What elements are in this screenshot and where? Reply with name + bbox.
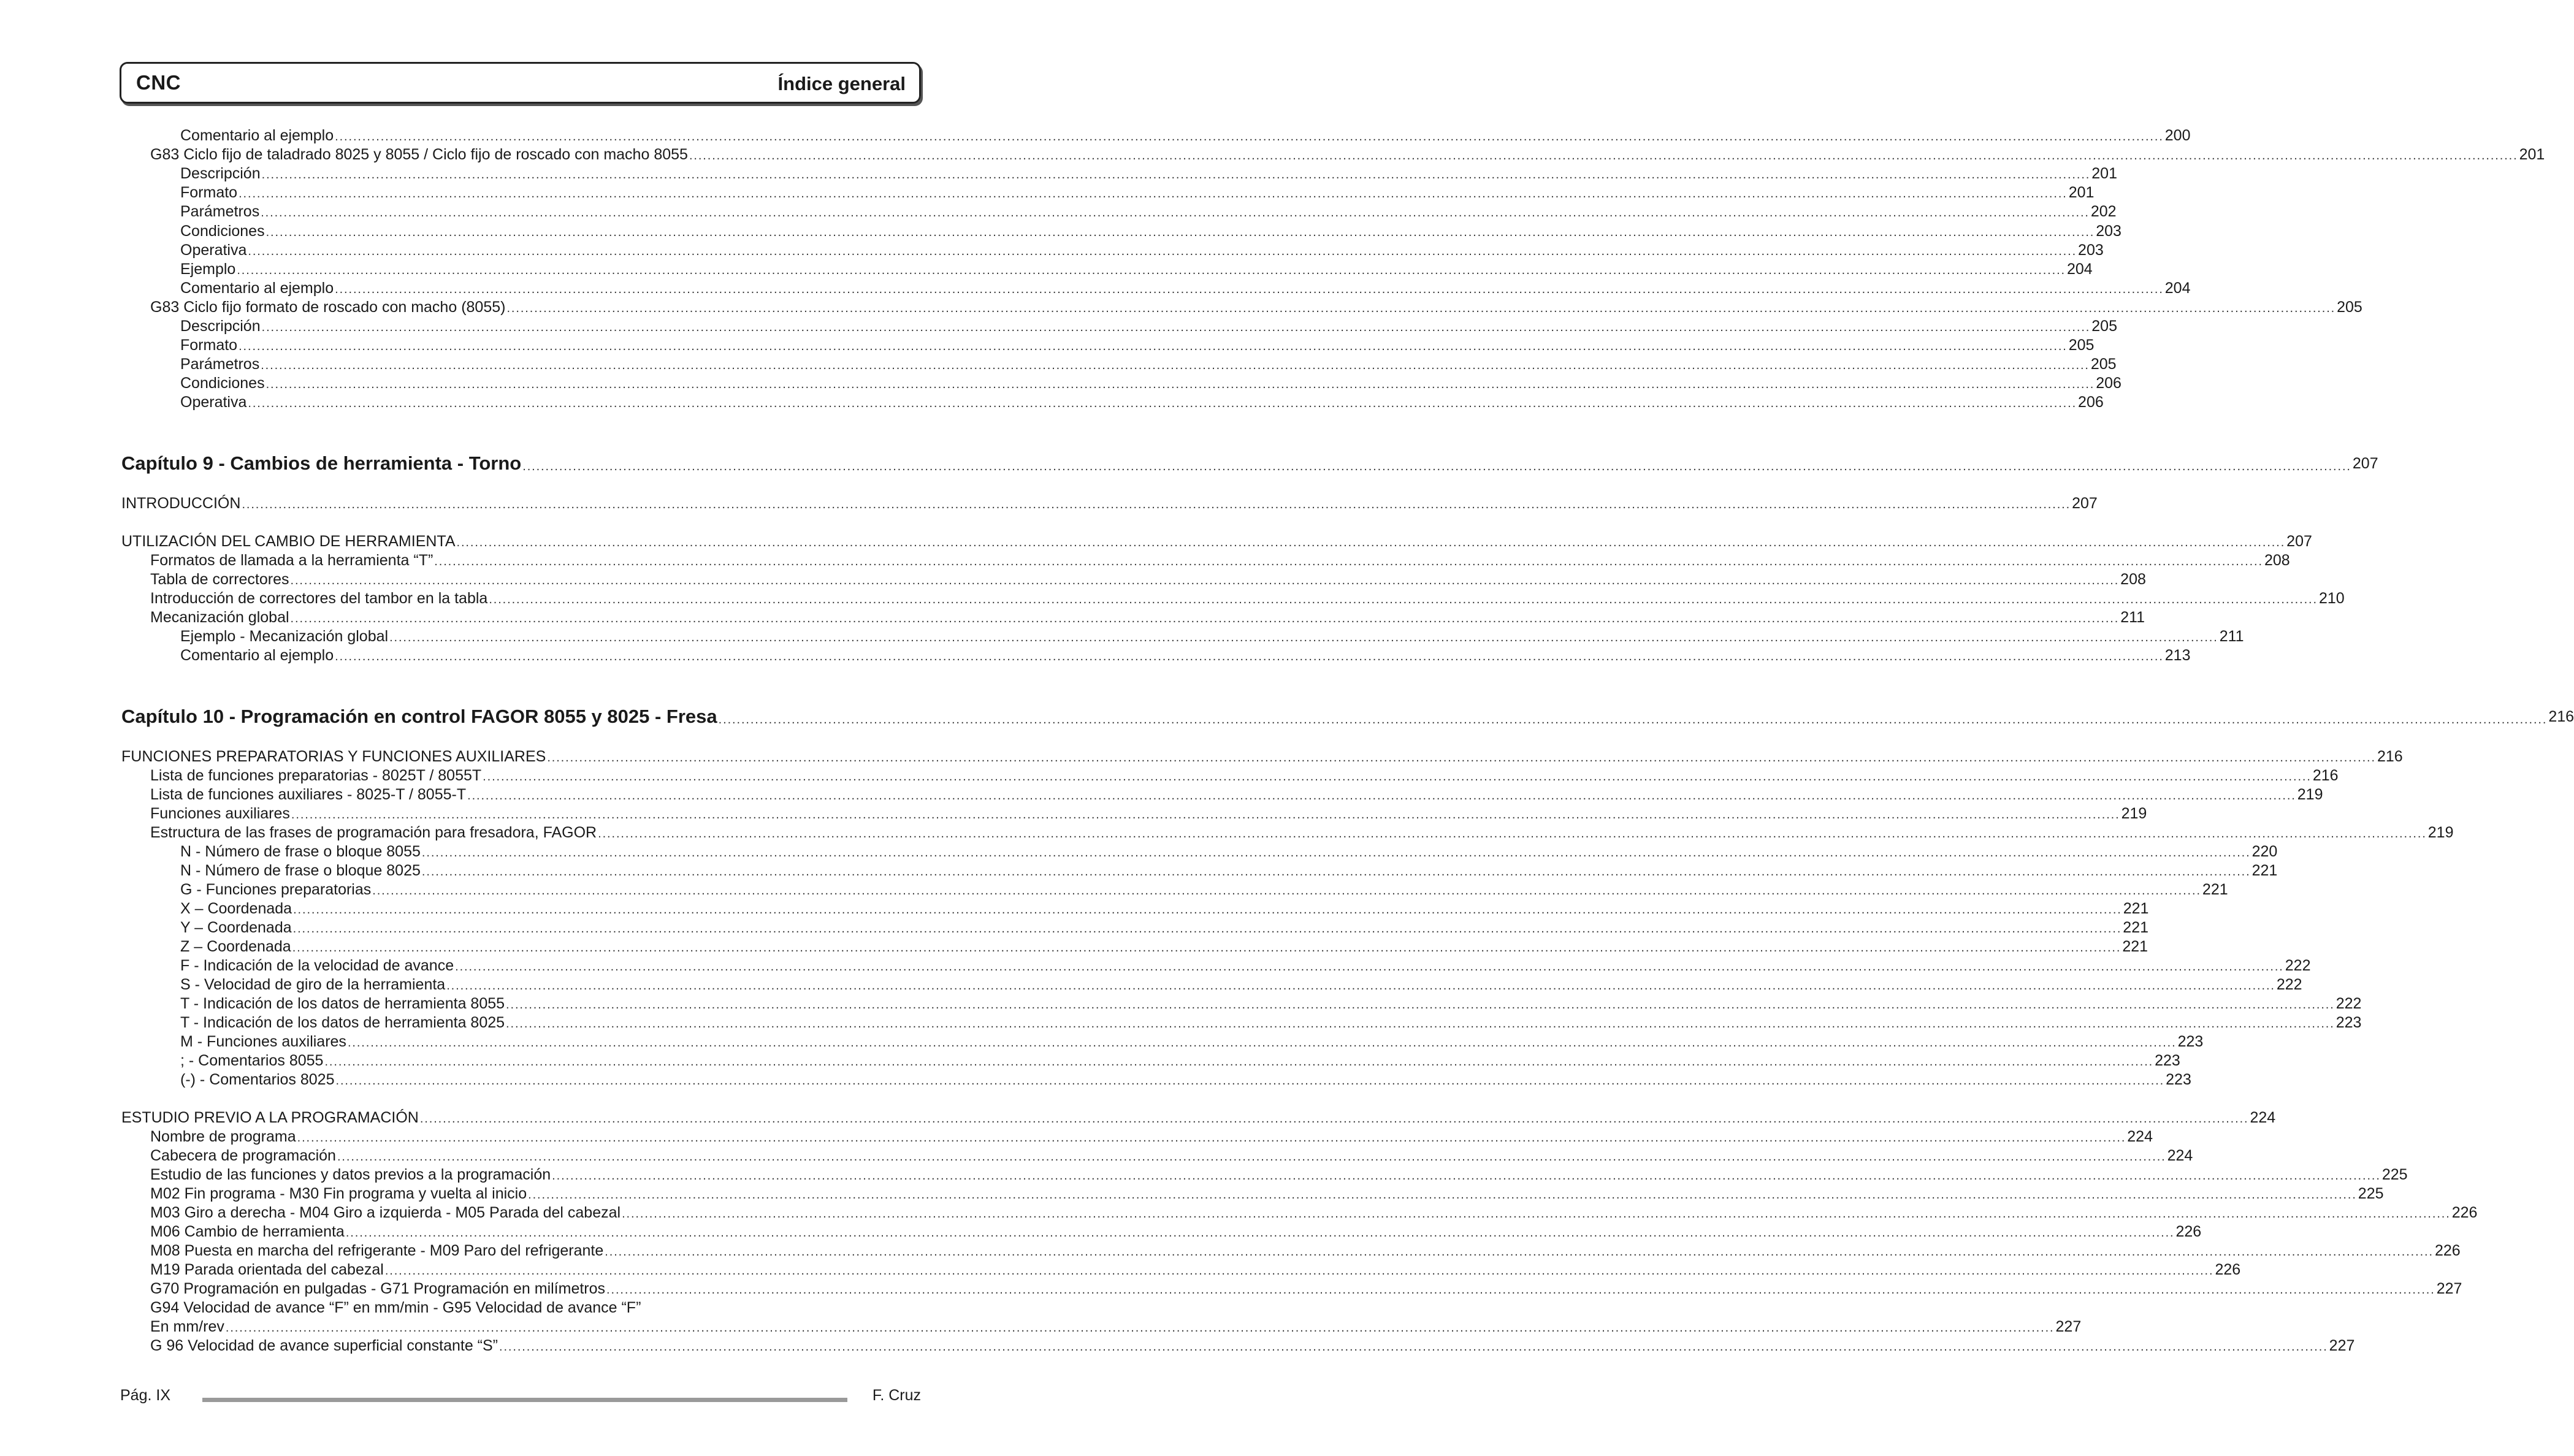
toc-page-number: 223	[2166, 1071, 2191, 1088]
toc-page-number: 219	[2427, 824, 2454, 841]
toc-dot-leader: ................................................................................................................................................................................................................................................................................................................................................................................................................	[337, 1150, 2166, 1164]
toc-page-number: 201	[2091, 165, 2117, 182]
toc-entry-text: Y – Coordenada	[180, 919, 292, 936]
toc-page-number: 206	[2078, 394, 2104, 411]
toc-dot-leader: ................................................................................................................................................................................................................................................................................................................................................................................................................	[292, 941, 2121, 955]
toc-entry	[180, 1070, 2191, 1089]
toc-chapter-entry	[121, 706, 2574, 728]
toc-entry	[180, 842, 2278, 861]
toc-entry	[150, 1260, 2241, 1279]
toc-entry-text: Z – Coordenada	[180, 938, 291, 955]
toc-entry-text: Tabla de correctores	[150, 571, 289, 588]
toc-page-number: 205	[2090, 356, 2117, 373]
footer-author: F. Cruz	[872, 1387, 921, 1404]
toc-entry	[150, 1203, 2478, 1222]
toc-entry	[180, 880, 2228, 899]
toc-dot-leader: ................................................................................................................................................................................................................................................................................................................................................................................................................	[265, 226, 2095, 239]
toc-entry-text: Ejemplo	[180, 261, 236, 278]
header-title-right: Índice general	[777, 73, 906, 94]
toc-dot-leader: ................................................................................................................................................................................................................................................................................................................................................................................................................	[261, 206, 2090, 219]
toc-dot-leader: ................................................................................................................................................................................................................................................................................................................................................................................................................	[347, 1036, 2177, 1050]
toc-page-number: 201	[2068, 184, 2095, 201]
toc-entry-text: S - Velocidad de giro de la herramienta	[180, 976, 446, 993]
toc-dot-leader: ................................................................................................................................................................................................................................................................................................................................................................................................................	[293, 903, 2122, 917]
toc-page-number: 227	[2055, 1318, 2082, 1335]
toc-dot-leader: ................................................................................................................................................................................................................................................................................................................................................................................................................	[242, 498, 2071, 511]
toc-entry-text: (-) - Comentarios 8025	[180, 1071, 335, 1088]
toc-page-number: 208	[2264, 552, 2290, 569]
toc-page-number: 203	[2096, 223, 2121, 240]
toc-page-number: 223	[2177, 1033, 2204, 1050]
toc-dot-leader: ................................................................................................................................................................................................................................................................................................................................................................................................................	[261, 321, 2091, 334]
toc-dot-leader: ................................................................................................................................................................................................................................................................................................................................................................................................................	[499, 1340, 2328, 1354]
toc-dot-leader: ................................................................................................................................................................................................................................................................................................................................................................................................................	[297, 1131, 2126, 1145]
toc-entry	[150, 766, 2339, 785]
toc-dot-leader: ................................................................................................................................................................................................................................................................................................................................................................................................................	[324, 1055, 2154, 1069]
toc-entry	[150, 608, 2145, 627]
footer-rule	[202, 1398, 847, 1402]
toc-dot-leader: ................................................................................................................................................................................................................................................................................................................................................................................................................	[552, 1169, 2381, 1183]
toc-entry-text: En mm/rev	[150, 1318, 224, 1335]
toc-page-number: 211	[2120, 609, 2145, 626]
toc-entry	[180, 1051, 2180, 1070]
toc-dot-leader: ................................................................................................................................................................................................................................................................................................................................................................................................................	[446, 979, 2275, 993]
toc-entry	[150, 1165, 2408, 1184]
toc-dot-leader: ................................................................................................................................................................................................................................................................................................................................................................................................................	[261, 359, 2090, 372]
toc-dot-leader: ................................................................................................................................................................................................................................................................................................................................................................................................................	[483, 770, 2312, 783]
toc-dot-leader: ................................................................................................................................................................................................................................................................................................................................................................................................................	[290, 612, 2120, 625]
toc-entry-text: Operativa	[180, 394, 247, 411]
toc-entry-text: Cabecera de programación	[150, 1147, 336, 1164]
toc-entry	[180, 937, 2148, 956]
toc-page-number: 200	[2164, 127, 2191, 144]
toc-entry-text: Estudio de las funciones y datos previos a la programación	[150, 1166, 551, 1183]
toc-entry-text: M06 Cambio de herramienta	[150, 1223, 345, 1240]
toc-page-number: 216	[2548, 708, 2574, 725]
toc-dot-leader: ................................................................................................................................................................................................................................................................................................................................................................................................................	[522, 460, 2351, 473]
toc-entry	[180, 355, 2117, 373]
toc-entry	[180, 164, 2117, 183]
toc-dot-leader: ................................................................................................................................................................................................................................................................................................................................................................................................................	[261, 168, 2091, 181]
toc-page-number: 201	[2519, 146, 2545, 163]
toc-entry	[150, 1317, 2082, 1336]
toc-page-number: 225	[2358, 1185, 2384, 1202]
toc-entry	[180, 975, 2302, 994]
toc-dot-leader: ................................................................................................................................................................................................................................................................................................................................................................................................................	[434, 555, 2263, 568]
toc-entry-text: Lista de funciones auxiliares - 8025-T / 8055-T	[150, 786, 467, 803]
toc-dot-leader: ................................................................................................................................................................................................................................................................................................................................................................................................................	[506, 1017, 2335, 1031]
toc-entry	[150, 1336, 2355, 1355]
toc-page-number: 226	[2451, 1204, 2478, 1221]
toc-page-number: 226	[2215, 1261, 2241, 1278]
toc-entry	[180, 627, 2244, 646]
toc-page-number: 223	[2155, 1052, 2180, 1069]
toc-dot-leader: ................................................................................................................................................................................................................................................................................................................................................................................................................	[389, 631, 2218, 644]
toc-page-number: 224	[2250, 1109, 2276, 1126]
footer-page-number: Pág. IX	[120, 1387, 170, 1404]
toc-page-number: 227	[2329, 1337, 2355, 1354]
toc-entry	[180, 861, 2278, 880]
toc-entry-text: Lista de funciones preparatorias - 8025T / 8055T	[150, 767, 482, 784]
toc-entry	[150, 1279, 2462, 1298]
toc-entry	[180, 899, 2149, 918]
toc-entry	[121, 532, 2312, 551]
toc-dot-leader: ................................................................................................................................................................................................................................................................................................................................................................................................................	[384, 1264, 2214, 1278]
toc-page-number: 225	[2381, 1166, 2408, 1183]
toc-dot-leader: ................................................................................................................................................................................................................................................................................................................................................................................................................	[335, 283, 2164, 296]
toc-dot-leader: ................................................................................................................................................................................................................................................................................................................................................................................................................	[292, 922, 2122, 936]
toc-entry	[180, 183, 2095, 202]
toc-entry	[180, 393, 2104, 411]
toc-entry-text: ESTUDIO PREVIO A LA PROGRAMACIÓN	[121, 1109, 419, 1126]
toc-entry-text: F - Indicación de la velocidad de avance	[180, 957, 454, 974]
toc-page-number: 221	[2251, 862, 2278, 879]
toc-page-number: 205	[2337, 299, 2362, 316]
toc-entry-text: Ejemplo - Mecanización global	[180, 628, 389, 645]
toc-entry	[180, 1013, 2362, 1032]
toc-entry	[180, 317, 2117, 335]
toc-entry-text: G - Funciones preparatorias	[180, 881, 372, 898]
toc-chapter-entry	[121, 452, 2378, 475]
toc-entry	[180, 260, 2093, 278]
toc-page-number: 208	[2120, 571, 2146, 588]
toc-entry-text: T - Indicación de los datos de herramienta 8025	[180, 1014, 505, 1031]
toc-page-number: 220	[2251, 843, 2278, 860]
toc-dot-leader: ................................................................................................................................................................................................................................................................................................................................................................................................................	[248, 245, 2077, 258]
toc-entry	[180, 202, 2117, 221]
toc-entry-text: Condiciones	[180, 375, 265, 392]
toc-entry-text: Estructura de las frases de programación para fresadora, FAGOR	[150, 824, 597, 841]
toc-dot-leader: ................................................................................................................................................................................................................................................................................................................................................................................................................	[335, 1074, 2165, 1088]
toc-entry-text: Comentario al ejemplo	[180, 127, 334, 144]
toc-entry	[180, 241, 2104, 259]
toc-entry-text: Condiciones	[180, 223, 265, 240]
toc-page-number: 206	[2096, 375, 2121, 392]
toc-page-number: 221	[2202, 881, 2228, 898]
toc-dot-leader: ................................................................................................................................................................................................................................................................................................................................................................................................................	[506, 302, 2336, 315]
toc-entry	[150, 145, 2545, 164]
toc-entry-text: M08 Puesta en marcha del refrigerante - M09 Paro del refrigerante	[150, 1242, 604, 1259]
toc-dot-leader: ................................................................................................................................................................................................................................................................................................................................................................................................................	[345, 1226, 2175, 1240]
toc-page-number: 226	[2434, 1242, 2461, 1259]
toc-page-number: 216	[2377, 748, 2403, 765]
toc-page-number: 223	[2335, 1014, 2362, 1031]
toc-entry-text: FUNCIONES PREPARATORIAS Y FUNCIONES AUXILIARES	[121, 748, 546, 765]
toc-entry-text: Descripción	[180, 165, 261, 182]
toc-entry	[121, 494, 2098, 513]
toc-page-number: 207	[2352, 455, 2378, 472]
toc-entry-text: Formatos de llamada a la herramienta “T”	[150, 552, 433, 569]
toc-entry-text: Descripción	[180, 318, 261, 335]
toc-dot-leader: ................................................................................................................................................................................................................................................................................................................................................................................................................	[372, 884, 2201, 898]
toc-entry	[180, 646, 2191, 665]
toc-page-number: 221	[2122, 938, 2148, 955]
toc-page-number: 211	[2219, 628, 2244, 645]
toc-page-number: 216	[2312, 767, 2339, 784]
toc-dot-leader: ................................................................................................................................................................................................................................................................................................................................................................................................................	[225, 1321, 2055, 1335]
toc-entry	[150, 785, 2323, 804]
toc-entry-text: T - Indicación de los datos de herramienta 8055	[180, 995, 505, 1012]
toc-entry	[180, 1032, 2204, 1051]
toc-entry	[150, 804, 2147, 823]
toc-entry-text: Operativa	[180, 242, 247, 259]
toc-dot-leader: ................................................................................................................................................................................................................................................................................................................................................................................................................	[335, 130, 2164, 143]
toc-entry-text: UTILIZACIÓN DEL CAMBIO DE HERRAMIENTA	[121, 533, 456, 550]
toc-page-number: 207	[2286, 533, 2312, 550]
toc-page-number: 204	[2164, 280, 2191, 297]
toc-entry-text: M02 Fin programa - M30 Fin programa y vuelta al inicio	[150, 1185, 527, 1202]
toc-page-number: 210	[2318, 590, 2345, 607]
toc-entry-text: Parámetros	[180, 203, 260, 220]
toc-line-continued	[150, 1298, 641, 1317]
toc-page-number: 205	[2068, 337, 2095, 354]
toc-dot-leader: ................................................................................................................................................................................................................................................................................................................................................................................................................	[291, 808, 2120, 821]
toc-entry-text: M03 Giro a derecha - M04 Giro a izquierda - M05 Parada del cabezal	[150, 1204, 621, 1221]
toc-entry-text: Formato	[180, 184, 238, 201]
toc-dot-leader: ................................................................................................................................................................................................................................................................................................................................................................................................................	[421, 865, 2251, 879]
toc-dot-leader: ................................................................................................................................................................................................................................................................................................................................................................................................................	[606, 1283, 2435, 1297]
toc-entry	[180, 994, 2362, 1013]
toc-entry	[150, 823, 2454, 842]
toc-page-number: 219	[2297, 786, 2323, 803]
toc-dot-leader: ................................................................................................................................................................................................................................................................................................................................................................................................................	[456, 536, 2286, 549]
toc-chapter-title: Capítulo 9 - Cambios de herramienta - Torno	[121, 452, 522, 474]
toc-dot-leader: ................................................................................................................................................................................................................................................................................................................................................................................................................	[421, 846, 2251, 859]
toc-entry-text: Comentario al ejemplo	[180, 280, 334, 297]
toc-entry	[180, 918, 2149, 937]
toc-page-number: 222	[2335, 995, 2362, 1012]
toc-entry	[150, 1184, 2384, 1203]
toc-dot-leader: ................................................................................................................................................................................................................................................................................................................................................................................................................	[290, 574, 2120, 587]
toc-page-number: 221	[2123, 919, 2149, 936]
toc-entry-text: ; - Comentarios 8055	[180, 1052, 324, 1069]
toc-dot-leader: ................................................................................................................................................................................................................................................................................................................................................................................................................	[489, 593, 2318, 606]
toc-page-number: 221	[2123, 900, 2149, 917]
toc-entry-text: G94 Velocidad de avance “F” en mm/min - G95 Velocidad de avance “F”	[150, 1299, 641, 1316]
toc-page-number: 226	[2175, 1223, 2202, 1240]
toc-entry-text: G 96 Velocidad de avance superficial constante “S”	[150, 1337, 498, 1354]
toc-entry-text: Formato	[180, 337, 238, 354]
toc-entry	[180, 956, 2311, 975]
toc-page-number: 204	[2066, 261, 2093, 278]
toc-page-number: 202	[2090, 203, 2117, 220]
toc-entry-text: Nombre de programa	[150, 1128, 296, 1145]
toc-entry-text: M - Funciones auxiliares	[180, 1033, 346, 1050]
toc-chapter-title: Capítulo 10 - Programación en control FAGOR 8055 y 8025 - Fresa	[121, 706, 717, 727]
toc-entry-text: G70 Programación en pulgadas - G71 Programación en milímetros	[150, 1280, 606, 1297]
toc-entry-text: Introducción de correctores del tambor en la tabla	[150, 590, 488, 607]
toc-page-number: 222	[2285, 957, 2311, 974]
toc-dot-leader: ................................................................................................................................................................................................................................................................................................................................................................................................................	[528, 1188, 2357, 1202]
header-title-left: CNC	[136, 71, 181, 94]
toc-page-number: 227	[2436, 1280, 2462, 1297]
toc-page-number: 207	[2072, 495, 2098, 512]
toc-entry-text: N - Número de frase o bloque 8055	[180, 843, 421, 860]
toc-dot-leader: ................................................................................................................................................................................................................................................................................................................................................................................................................	[689, 149, 2518, 162]
toc-entry	[150, 1127, 2153, 1146]
toc-dot-leader: ................................................................................................................................................................................................................................................................................................................................................................................................................	[598, 827, 2427, 840]
toc-dot-leader: ................................................................................................................................................................................................................................................................................................................................................................................................................	[248, 397, 2077, 410]
toc-dot-leader: ................................................................................................................................................................................................................................................................................................................................................................................................................	[718, 713, 2548, 726]
toc-dot-leader: ................................................................................................................................................................................................................................................................................................................................................................................................................	[622, 1207, 2451, 1221]
toc-entry	[121, 1108, 2276, 1127]
toc-page-number: 203	[2078, 242, 2104, 259]
toc-dot-leader: ................................................................................................................................................................................................................................................................................................................................................................................................................	[237, 264, 2066, 277]
toc-page-number: 219	[2121, 805, 2147, 822]
toc-dot-leader: ................................................................................................................................................................................................................................................................................................................................................................................................................	[335, 650, 2164, 663]
toc-entry	[121, 747, 2403, 766]
toc-entry-text: N - Número de frase o bloque 8025	[180, 862, 421, 879]
toc-entry	[180, 126, 2191, 145]
toc-entry-text: Funciones auxiliares	[150, 805, 290, 822]
toc-entry	[150, 589, 2345, 608]
toc-entry-text: Comentario al ejemplo	[180, 647, 334, 664]
toc-entry	[180, 336, 2095, 354]
toc-entry-text: Parámetros	[180, 356, 260, 373]
toc-page-number: 205	[2091, 318, 2117, 335]
toc-dot-leader: ................................................................................................................................................................................................................................................................................................................................................................................................................	[265, 378, 2095, 391]
toc-entry	[150, 570, 2146, 589]
toc-dot-leader: ................................................................................................................................................................................................................................................................................................................................................................................................................	[547, 751, 2376, 764]
toc-entry	[180, 279, 2191, 297]
toc-dot-leader: ................................................................................................................................................................................................................................................................................................................................................................................................................	[455, 960, 2284, 974]
toc-dot-leader: ................................................................................................................................................................................................................................................................................................................................................................................................................	[605, 1245, 2434, 1259]
toc-page-number: 224	[2127, 1128, 2153, 1145]
toc-entry-text: M19 Parada orientada del cabezal	[150, 1261, 384, 1278]
toc-page-number: 222	[2276, 976, 2302, 993]
toc-dot-leader: ................................................................................................................................................................................................................................................................................................................................................................................................................	[239, 187, 2068, 200]
toc-page-number: 213	[2164, 647, 2191, 664]
toc-entry	[180, 374, 2121, 392]
toc-dot-leader: ................................................................................................................................................................................................................................................................................................................................................................................................................	[239, 340, 2068, 353]
toc-page-number: 224	[2167, 1147, 2193, 1164]
toc-entry	[150, 1222, 2202, 1241]
toc-entry-text: G83 Ciclo fijo de taladrado 8025 y 8055 / Ciclo fijo de roscado con macho 8055	[150, 146, 688, 163]
toc-entry	[180, 222, 2121, 240]
toc-entry	[150, 298, 2362, 316]
toc-entry-text: X – Coordenada	[180, 900, 292, 917]
toc-entry-text: INTRODUCCIÓN	[121, 495, 241, 512]
toc-entry-text: Mecanización global	[150, 609, 289, 626]
toc-entry-text: G83 Ciclo fijo formato de roscado con macho (8055)	[150, 299, 506, 316]
toc-dot-leader: ................................................................................................................................................................................................................................................................................................................................................................................................................	[467, 789, 2296, 802]
toc-entry	[150, 1146, 2193, 1165]
toc-dot-leader: ................................................................................................................................................................................................................................................................................................................................................................................................................	[506, 998, 2335, 1012]
toc-entry	[150, 551, 2290, 570]
toc-entry	[150, 1241, 2461, 1260]
toc-dot-leader: ................................................................................................................................................................................................................................................................................................................................................................................................................	[419, 1112, 2249, 1126]
